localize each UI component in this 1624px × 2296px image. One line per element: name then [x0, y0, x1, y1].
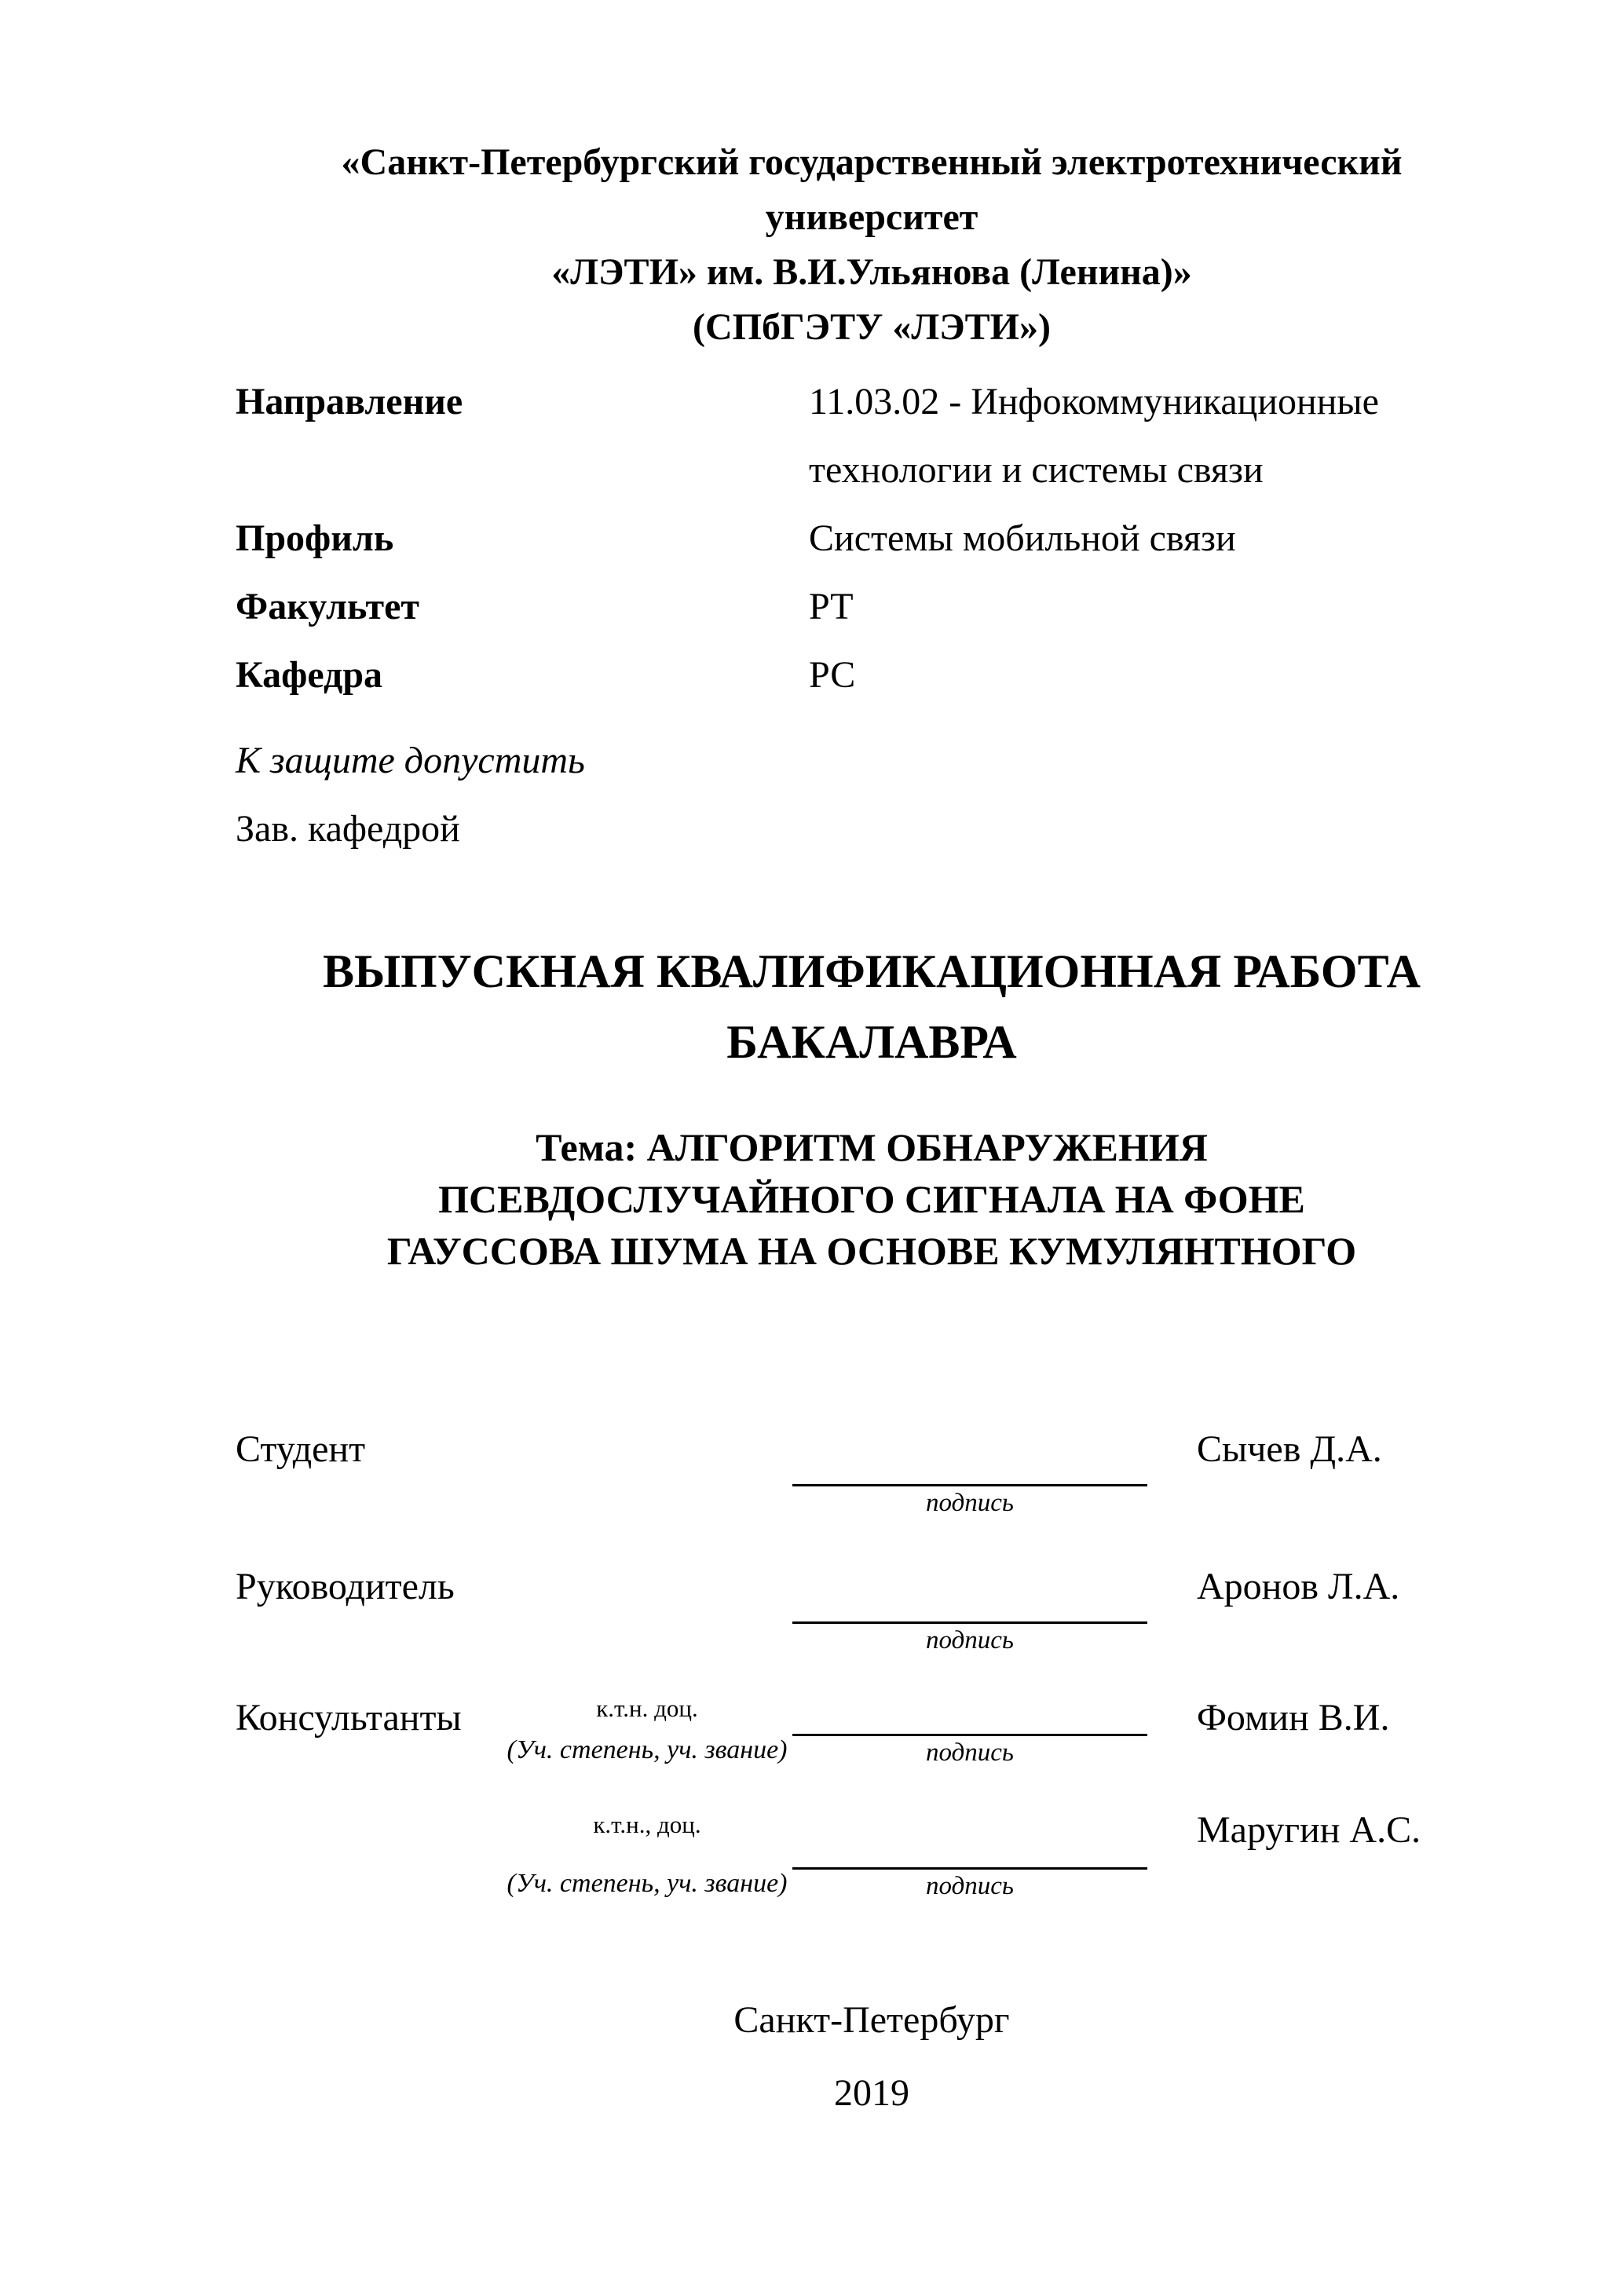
field-row-direction-cont [236, 436, 1523, 504]
field-row-profile [236, 504, 1523, 572]
signature-line-supervisor [792, 1621, 1147, 1624]
signature-name-supervisor: Аронов Л.А. [1197, 1566, 1400, 1607]
signature-line-consultant-2 [792, 1867, 1147, 1870]
field-label-profile: Профиль [236, 517, 394, 559]
signature-role-student: Студент [236, 1428, 366, 1470]
field-label-direction: Направление [236, 381, 463, 422]
field-row-faculty [236, 572, 1523, 641]
degree-caption-2: (Уч. степень, уч. звание) [507, 1869, 788, 1898]
signature-name-consultant-1: Фомин В.И. [1197, 1697, 1390, 1738]
thesis-theme-line1: Тема: АЛГОРИТМ ОБНАРУЖЕНИЯ [536, 1125, 1208, 1169]
department-head-label: Зав. кафедрой [236, 808, 460, 850]
signature-role-supervisor: Руководитель [236, 1566, 455, 1607]
admission-note: К защите допустить [236, 740, 585, 781]
program-fields [236, 367, 1523, 709]
admission-block [236, 726, 585, 863]
thesis-theme-line2: ПСЕВДОСЛУЧАЙНОГО СИГНАЛА НА ФОНЕ [438, 1177, 1305, 1221]
field-value-direction: 11.03.02 - Инфокоммуникационные [809, 381, 1379, 422]
field-value-profile: Системы мобильной связи [809, 517, 1236, 559]
signature-caption-supervisor: подпись [926, 1626, 1014, 1654]
signature-role-consultants: Консультанты [236, 1697, 462, 1738]
footer-city: Санкт-Петербург [733, 1999, 1010, 2041]
thesis-theme-line3: ГАУССОВА ШУМА НА ОСНОВЕ КУМУЛЯНТНОГО [386, 1229, 1357, 1273]
university-header [236, 135, 1508, 355]
field-row-department [236, 641, 1523, 709]
footer-year: 2019 [834, 2072, 909, 2114]
signature-name-consultant-2: Маругин А.С. [1197, 1809, 1421, 1851]
thesis-theme [236, 1121, 1508, 1277]
field-value-direction-cont: технологии и системы связи [809, 449, 1264, 491]
field-row-direction [236, 367, 1523, 436]
signature-caption-student: подпись [926, 1489, 1014, 1517]
signature-line-student [792, 1484, 1147, 1486]
signature-caption-consultant-1: подпись [926, 1738, 1014, 1767]
signature-caption-consultant-2: подпись [926, 1872, 1014, 1900]
consultant-degree-2: к.т.н., доц. [593, 1811, 701, 1838]
document-title-line2: БАКАЛАВРА [726, 1016, 1017, 1068]
degree-caption-1: (Уч. степень, уч. звание) [507, 1735, 788, 1764]
field-label-department: Кафедра [236, 654, 383, 696]
document-title-line1: ВЫПУСКНАЯ КВАЛИФИКАЦИОННАЯ РАБОТА [323, 945, 1421, 997]
field-value-faculty: РТ [809, 586, 854, 627]
document-title [236, 936, 1508, 1077]
consultant-degree-1: к.т.н. доц. [596, 1695, 698, 1722]
field-value-department: РС [809, 654, 856, 696]
field-label-faculty: Факультет [236, 586, 419, 627]
signature-name-student: Сычев Д.А. [1197, 1428, 1382, 1470]
signature-line-consultant-1 [792, 1734, 1147, 1736]
university-name-line1: «Санкт-Петербургский государственный электротехнический университет [341, 141, 1403, 238]
university-name-line2: «ЛЭТИ» им. В.И.Ульянова (Ленина)» [551, 251, 1192, 293]
university-abbreviation: (СПбГЭТУ «ЛЭТИ») [693, 306, 1051, 348]
